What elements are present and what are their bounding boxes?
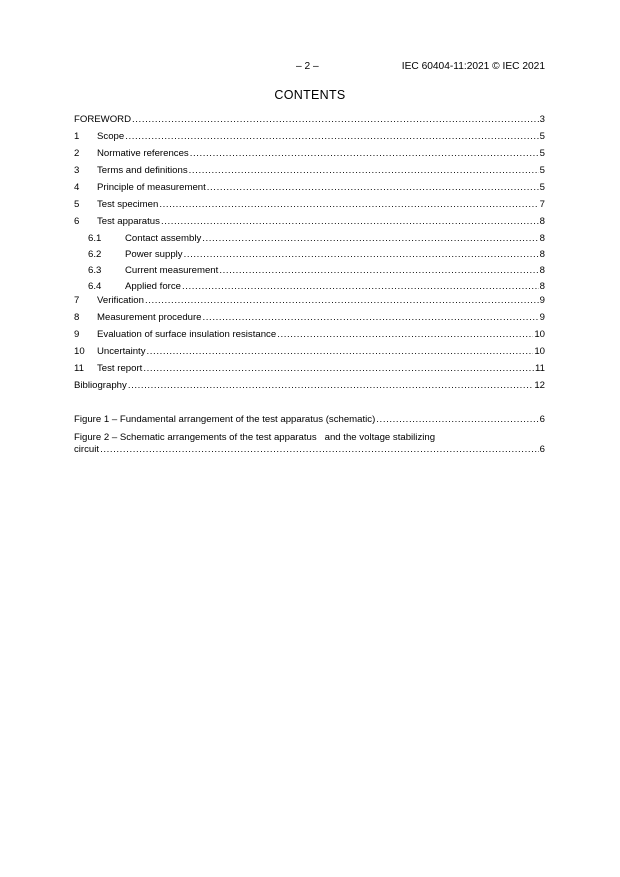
toc-entry-title: Power supply	[125, 249, 183, 260]
list-of-figures	[74, 414, 545, 456]
toc-entry-title: Contact assembly	[125, 233, 202, 244]
toc-entry[interactable]	[74, 312, 545, 329]
leader-dots	[182, 281, 539, 292]
leader-dots	[203, 312, 539, 323]
leader-dots	[147, 346, 534, 357]
toc-entry-page: 5	[539, 148, 545, 159]
toc-entry-number: 11	[74, 363, 84, 374]
toc-entry[interactable]	[74, 131, 545, 148]
toc-entry[interactable]	[74, 165, 545, 182]
leader-dots	[132, 114, 539, 125]
toc-entry[interactable]	[74, 380, 545, 397]
toc-entry-page: 8	[539, 265, 545, 276]
toc-entry-page: 8	[539, 216, 545, 227]
toc-entry[interactable]	[74, 199, 545, 216]
toc-entry-number: 8	[74, 312, 80, 323]
toc-entry-title: Test specimen	[97, 199, 159, 210]
leader-dots	[376, 414, 538, 425]
toc-entry-title: Normative references	[97, 148, 189, 159]
figure-entry[interactable]	[74, 414, 545, 430]
toc-entry-page: 11	[535, 363, 545, 374]
toc-entry[interactable]	[74, 329, 545, 346]
figure-entry-text: Figure 1 – Fundamental arrangement of the test apparatus (schematic)	[74, 414, 376, 425]
figure-entry-page: 6	[539, 414, 545, 425]
leader-dots	[277, 329, 533, 340]
page-header	[0, 61, 620, 75]
table-of-contents	[74, 114, 545, 397]
toc-entry-title: Verification	[97, 295, 144, 306]
toc-entry-page: 3	[539, 114, 545, 125]
toc-entry-title: Uncertainty	[97, 346, 146, 357]
toc-entry-page: 5	[539, 182, 545, 193]
leader-dots	[184, 249, 539, 260]
toc-entry-page: 5	[539, 131, 545, 142]
figure-entry-text-line2: circuit	[74, 444, 100, 455]
leader-dots	[128, 380, 534, 391]
toc-entry[interactable]	[74, 265, 545, 281]
toc-entry-number: 9	[74, 329, 80, 340]
toc-entry[interactable]	[74, 249, 545, 265]
toc-entry-page: 9	[539, 295, 545, 306]
toc-entry-title: Principle of measurement	[97, 182, 206, 193]
toc-entry[interactable]	[74, 363, 545, 380]
toc-entry-page: 10	[534, 346, 545, 357]
toc-entry-number: 2	[74, 148, 80, 159]
leader-dots	[190, 148, 539, 159]
leader-dots	[161, 216, 539, 227]
toc-entry-page: 8	[539, 249, 545, 260]
toc-entry[interactable]	[74, 233, 545, 249]
leader-dots	[189, 165, 539, 176]
figure-entry[interactable]	[74, 432, 545, 456]
leader-dots	[100, 444, 539, 456]
toc-entry[interactable]	[74, 281, 545, 295]
contents-title: CONTENTS	[274, 88, 346, 102]
toc-entry-number: 6.1	[88, 233, 102, 244]
toc-entry[interactable]	[74, 295, 545, 312]
toc-entry-page: 9	[539, 312, 545, 323]
toc-entry-title: FOREWORD	[74, 114, 132, 125]
toc-entry[interactable]	[74, 114, 545, 131]
leader-dots	[145, 295, 539, 306]
toc-entry-title: Scope	[97, 131, 125, 142]
toc-entry-page: 8	[539, 233, 545, 244]
toc-entry-number: 7	[74, 295, 80, 306]
toc-entry-page: 10	[534, 329, 545, 340]
figure-entry-text-line1: Figure 2 – Schematic arrangements of the test apparatus and the voltage stabilizing	[74, 432, 436, 443]
toc-entry-number: 4	[74, 182, 80, 193]
toc-entry-page: 5	[539, 165, 545, 176]
toc-entry[interactable]	[74, 346, 545, 363]
toc-entry-page: 7	[539, 199, 545, 210]
toc-entry[interactable]	[74, 148, 545, 165]
toc-entry-number: 10	[74, 346, 85, 357]
leader-dots	[143, 363, 534, 374]
toc-entry-page: 12	[534, 380, 545, 391]
toc-entry-number: 1	[74, 131, 80, 142]
toc-entry-title: Test apparatus	[97, 216, 160, 227]
toc-entry-title: Test report	[97, 363, 143, 374]
leader-dots	[219, 265, 538, 276]
toc-entry-title: Bibliography	[74, 380, 127, 391]
toc-entry-title: Evaluation of surface insulation resistance	[97, 329, 277, 340]
toc-entry-page: 8	[539, 281, 545, 292]
toc-entry-title: Current measurement	[125, 265, 219, 276]
figure-entry-page: 6	[539, 444, 545, 455]
page-number: – 2 –	[296, 61, 319, 72]
toc-entry-number: 6.2	[88, 249, 102, 260]
toc-entry-title: Applied force	[125, 281, 181, 292]
toc-entry-number: 6	[74, 216, 80, 227]
document-reference: IEC 60404-11:2021 © IEC 2021	[401, 61, 545, 72]
leader-dots	[159, 199, 538, 210]
toc-entry[interactable]	[74, 216, 545, 233]
leader-dots	[207, 182, 539, 193]
toc-entry-number: 6.3	[88, 265, 102, 276]
leader-dots	[125, 131, 538, 142]
leader-dots	[202, 233, 538, 244]
toc-entry-title: Terms and definitions	[97, 165, 188, 176]
toc-entry-number: 3	[74, 165, 80, 176]
toc-entry-number: 5	[74, 199, 80, 210]
toc-entry[interactable]	[74, 182, 545, 199]
toc-entry-number: 6.4	[88, 281, 102, 292]
toc-entry-title: Measurement procedure	[97, 312, 202, 323]
